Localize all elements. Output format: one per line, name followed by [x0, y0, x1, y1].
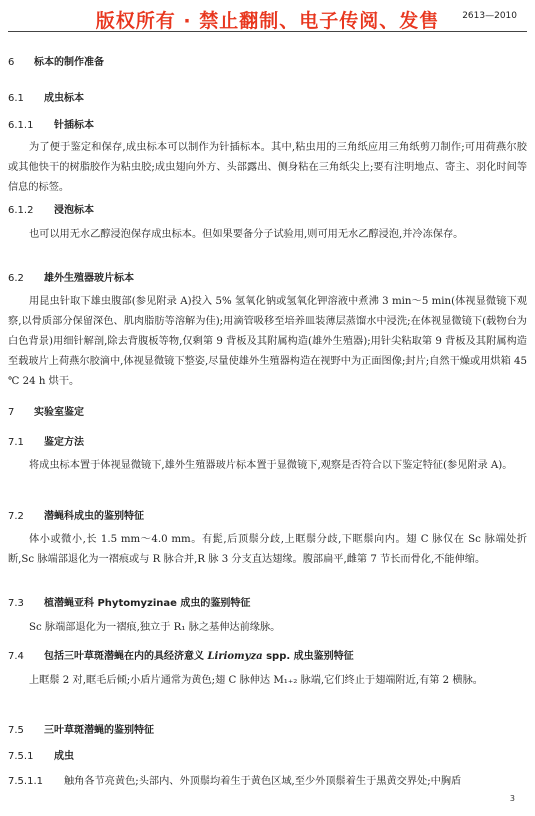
heading-7-2 — [8, 510, 527, 524]
heading-6-2 — [8, 272, 527, 286]
paragraph-6-2: 用昆虫针取下雄虫腹部(参见附录 A)投入 5% 氢氧化钠或氢氧化钾溶液中煮沸 3 min～5 min(体视显微镜下观察,以骨质部分保留深色、肌肉脂肪等溶解为佳);用滴管吸移至培养皿装薄层蒸馏水中浸洗;在体视显微镜下(载物台为白色背景)用细针解剖,除去背腹板等物,仅剩第 9 背板及其附属构造(雄外生殖器);用针尖粘取第 9 背板及其附属构造至载玻片上荷燕尔胶滴中,体视显微镜下整姿,尽量使雄外生殖器构造在视野中为正面图像;封片;自然干燥或用烘箱 45 ℃ 24 h 烘干。 — [8, 296, 527, 387]
clause-7-5-1-1 — [8, 775, 527, 789]
watermark-banner: 版权所有 · 禁止翻制、电子传阅、发售 — [95, 10, 440, 32]
heading-7 — [8, 406, 527, 420]
section-title: 植潜蝇亚科 Phytomyzinae 成虫的鉴别特征 — [44, 598, 251, 609]
clause-text: 触角各节亮黄色;头部内、外顶鬃均着生于黄色区域,至少外顶鬃着生于黑黄交界处;中胸盾 — [64, 776, 462, 787]
section-number: 7.3 — [8, 598, 24, 609]
paragraph-7-3: Sc 脉端部退化为一褶痕,独立于 R₁ 脉之基伸达前缘脉。 — [29, 622, 281, 633]
paragraph-7-4: 上眶鬃 2 对,眶毛后倾;小盾片通常为黄色;翅 C 脉伸达 M₁₊₂ 脉端,它们终止于翅端附近,有第 2 横脉。 — [29, 675, 483, 686]
section-number: 6 — [8, 57, 15, 68]
heading-6 — [8, 56, 527, 70]
section-title: 标本的制作准备 — [34, 57, 104, 68]
heading-6-1 — [8, 92, 527, 106]
paragraph-7-1: 将成虫标本置于体视显微镜下,雄外生殖器玻片标本置于显微镜下,观察是否符合以下鉴定特征(参见附录 A)。 — [29, 460, 513, 471]
section-title: 潜蝇科成虫的鉴别特征 — [44, 511, 144, 522]
heading-6-1-1 — [8, 119, 527, 133]
heading-6-1-2 — [8, 204, 527, 218]
section-number: 7.5 — [8, 725, 24, 736]
section-number: 7.5.1 — [8, 751, 34, 762]
page-number: 3 — [509, 794, 515, 803]
standard-code: 2613—2010 — [462, 11, 517, 21]
heading-7-4 — [8, 650, 527, 664]
paragraph-6-1-1: 为了便于鉴定和保存,成虫标本可以制作为针插标本。其中,粘虫用的三角纸应用三角纸剪刀制作;可用荷燕尔胶或其他快干的树脂胶作为粘虫胶;成虫翅向外方、头部露出、侧身粘在三角纸尖上;要有注明地点、寄主、羽化时间等信息的标签。 — [8, 142, 527, 193]
section-title-part: spp. 成虫鉴别特征 — [262, 651, 354, 662]
paragraph-7-2: 体小或微小,长 1.5 mm～4.0 mm。有髭,后顶鬃分歧,上眶鬃分歧,下眶鬃向内。翅 C 脉仅在 Sc 脉端处折断,Sc 脉端部退化为一褶痕或与 R 脉合并,R 脉 3 分支直达翅缘。腹部扁平,雌第 7 节长而骨化,不能伸缩。 — [8, 534, 527, 565]
section-number: 6.1.2 — [8, 205, 34, 216]
section-title: 雄外生殖器玻片标本 — [44, 273, 134, 284]
section-title-part: 包括三叶草斑潜蝇在内的具经济意义 — [44, 651, 208, 662]
section-number: 6.1.1 — [8, 120, 34, 131]
header-rule — [8, 31, 527, 32]
section-number: 7.1 — [8, 437, 24, 448]
section-number: 7 — [8, 407, 15, 418]
heading-7-5 — [8, 724, 527, 738]
heading-7-5-1 — [8, 750, 527, 764]
section-number: 7.4 — [8, 651, 24, 662]
section-number: 6.1 — [8, 93, 24, 104]
section-title: 成虫 — [54, 751, 74, 762]
heading-7-3 — [8, 597, 527, 611]
section-number: 7.5.1.1 — [8, 776, 43, 787]
section-title: 浸泡标本 — [54, 205, 94, 216]
section-title: 成虫标本 — [44, 93, 84, 104]
paragraph-6-1-2: 也可以用无水乙醇浸泡保存成虫标本。但如果要备分子试验用,则可用无水乙醇浸泡,并冷冻保存。 — [29, 229, 464, 240]
section-number: 7.2 — [8, 511, 24, 522]
section-number: 6.2 — [8, 273, 24, 284]
heading-7-1 — [8, 436, 527, 450]
section-title: 三叶草斑潜蝇的鉴别特征 — [44, 725, 154, 736]
section-title: 鉴定方法 — [44, 437, 84, 448]
section-title: 实验室鉴定 — [34, 407, 84, 418]
section-title-italic: Liriomyza — [207, 651, 263, 662]
section-title: 针插标本 — [54, 120, 94, 131]
